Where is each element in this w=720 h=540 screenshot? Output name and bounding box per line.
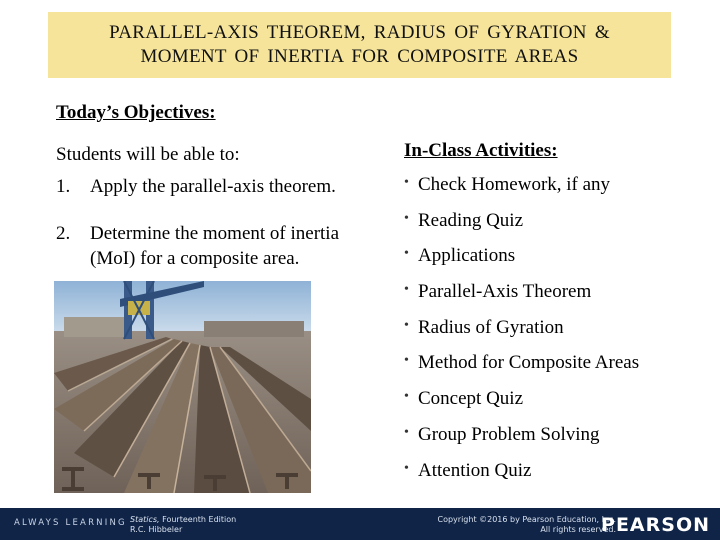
activities-list (404, 173, 639, 494)
objective-number: 1. (56, 176, 71, 197)
copyright-notice (437, 515, 616, 535)
bullet-icon: • (404, 175, 409, 190)
bullet-icon: • (404, 210, 409, 226)
objective-number: 2. (56, 223, 71, 244)
always-learning-tagline: ALWAYS LEARNING (14, 518, 127, 528)
activity-item (404, 209, 639, 245)
bullet-icon: • (404, 282, 409, 298)
bullet-icon: • (404, 389, 409, 405)
activity-item (404, 280, 639, 316)
copyright-line-2: All rights reserved. (540, 525, 616, 534)
activity-text: Group Problem Solving (418, 423, 600, 445)
objective-text: Determine the moment of inertia (90, 223, 340, 244)
book-edition: Fourteenth Edition (162, 515, 237, 524)
slide-title (48, 12, 671, 78)
objective-text-continued: (MoI) for a composite area. (90, 248, 300, 269)
activity-item (404, 459, 639, 495)
activity-text: Check Homework, if any (418, 174, 611, 195)
activity-text: Concept Quiz (418, 388, 524, 410)
activity-item (404, 423, 639, 459)
activity-item (404, 387, 639, 423)
objective-text: Apply the parallel-axis theorem. (90, 176, 336, 197)
bullet-icon: • (404, 246, 409, 262)
book-edition-info (130, 515, 236, 535)
activity-text: Reading Quiz (418, 209, 524, 231)
activity-text: Method for Composite Areas (418, 352, 640, 374)
activity-text: Applications (418, 245, 516, 267)
book-author: R.C. Hibbeler (130, 525, 183, 534)
bullet-icon: • (404, 317, 409, 333)
activity-text: Attention Quiz (418, 459, 532, 481)
activity-text: Radius of Gyration (418, 316, 564, 338)
activity-text: Parallel-Axis Theorem (418, 281, 592, 303)
activities-heading: In-Class Activities: (404, 140, 558, 161)
activity-item (404, 244, 639, 280)
activity-item (404, 316, 639, 352)
slide-title-line-1: PARALLEL-AXIS THEOREM, RADIUS OF GYRATION & (109, 22, 610, 43)
footer-bar (0, 508, 720, 540)
pearson-logo: PEARSON (601, 514, 710, 536)
objective-item-1 (56, 174, 336, 199)
copyright-line-1: Copyright ©2016 by Pearson Education, Inc. (437, 515, 616, 524)
bullet-icon: • (404, 353, 409, 369)
steel-beams-photo (54, 281, 311, 493)
activity-item (404, 173, 639, 209)
objectives-intro: Students will be able to: (56, 144, 240, 165)
objective-item-2 (56, 221, 339, 271)
book-title: Statics, (130, 515, 160, 524)
activity-item (404, 351, 639, 387)
objectives-heading: Today’s Objectives: (56, 102, 216, 123)
bullet-icon: • (404, 460, 409, 476)
slide-title-line-2: MOMENT OF INERTIA FOR COMPOSITE AREAS (140, 46, 579, 67)
bullet-icon: • (404, 424, 409, 440)
